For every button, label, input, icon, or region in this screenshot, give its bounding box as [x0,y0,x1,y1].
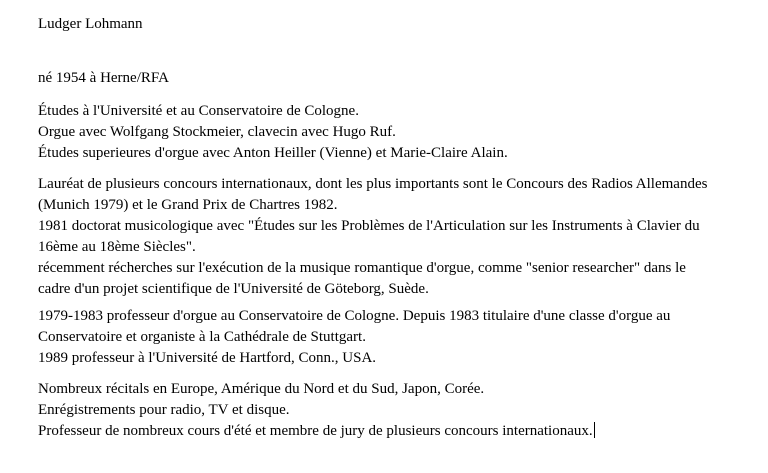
paragraph-line: cadre d'un projet scientifique de l'Université de Göteborg, Suède. [38,281,429,297]
author-name: Ludger Lohmann [38,16,143,32]
paragraph-line: 16ème au 18ème Siècles". [38,239,196,255]
paragraph-line: (Munich 1979) et le Grand Prix de Chartres 1982. [38,197,338,213]
birth-line: né 1954 à Herne/RFA [38,70,169,86]
paragraph-positions [38,306,750,369]
text-cursor [594,422,595,438]
paragraph-activities [38,379,750,442]
paragraph-line: Études superieures d'orgue avec Anton Heiller (Vienne) et Marie-Claire Alain. [38,145,508,161]
paragraph-line: 1979-1983 professeur d'orgue au Conservatoire de Cologne. Depuis 1983 titulaire d'une classe d'orgue au [38,308,671,324]
paragraph-line: Enrégistrements pour radio, TV et disque. [38,402,290,418]
paragraph-education [38,101,750,164]
paragraph-line: Lauréat de plusieurs concours internationaux, dont les plus importants sont le Concours des Radios Allemandes [38,176,708,192]
paragraph-awards-research [38,174,750,300]
paragraph-line: 1989 professeur à l'Université de Hartford, Conn., USA. [38,350,377,366]
paragraph-line: Orgue avec Wolfgang Stockmeier, clavecin avec Hugo Ruf. [38,124,396,140]
paragraph-line: Conservatoire et organiste à la Cathédrale de Stuttgart. [38,329,366,345]
paragraph-line: Nombreux récitals en Europe, Amérique du Nord et du Sud, Japon, Corée. [38,381,485,397]
paragraph-line [38,421,750,442]
paragraph-line: 1981 doctorat musicologique avec "Études sur les Problèmes de l'Articulation sur les Instruments à Clavier du [38,218,700,234]
paragraph-line-text: Professeur de nombreux cours d'été et membre de jury de plusieurs concours internationaux. [38,423,593,439]
paragraph-line: récemment récherches sur l'exécution de la musique romantique d'orgue, comme "senior researcher" dans le [38,260,686,276]
paragraph-line: Études à l'Université et au Conservatoire de Cologne. [38,103,359,119]
